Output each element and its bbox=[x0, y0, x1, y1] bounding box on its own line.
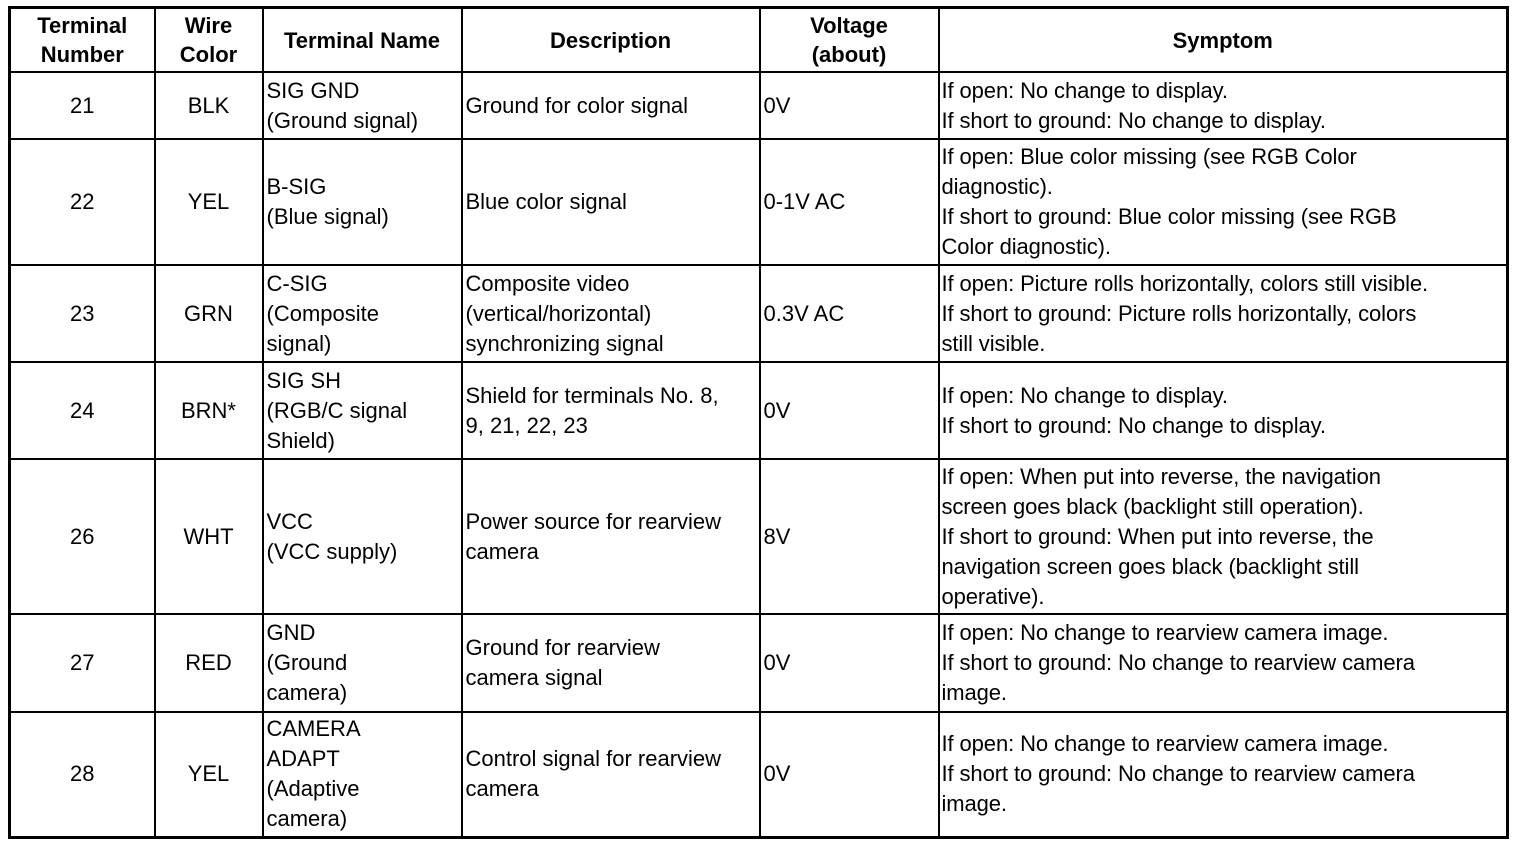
voltage-cell: 0-1V AC bbox=[760, 139, 939, 265]
header-wire-color: Wire Color bbox=[155, 8, 263, 73]
symptom-cell: If open: Picture rolls horizontally, colors still visible. If short to ground: Picture rolls horizontally, colors still visible. bbox=[939, 265, 1508, 362]
terminal-name-cell: CAMERA ADAPT (Adaptive camera) bbox=[263, 712, 462, 837]
table-row bbox=[10, 265, 1508, 362]
terminal-name-cell: SIG GND (Ground signal) bbox=[263, 72, 462, 139]
table-row bbox=[10, 712, 1508, 837]
terminal-name-cell: GND (Ground camera) bbox=[263, 614, 462, 712]
terminal-number-cell: 23 bbox=[10, 265, 155, 362]
symptom-cell: If open: No change to display. If short to ground: No change to display. bbox=[939, 72, 1508, 139]
header-row bbox=[10, 8, 1508, 73]
wire-color-cell: BLK bbox=[155, 72, 263, 139]
voltage-cell: 0V bbox=[760, 712, 939, 837]
symptom-cell: If open: No change to rearview camera image. If short to ground: No change to rearview camera image. bbox=[939, 712, 1508, 837]
table-row bbox=[10, 139, 1508, 265]
wire-color-cell: WHT bbox=[155, 459, 263, 614]
description-cell: Ground for color signal bbox=[462, 72, 760, 139]
wire-color-cell: GRN bbox=[155, 265, 263, 362]
description-cell: Ground for rearview camera signal bbox=[462, 614, 760, 712]
header-terminal-name: Terminal Name bbox=[263, 8, 462, 73]
description-cell: Power source for rearview camera bbox=[462, 459, 760, 614]
wire-color-cell: YEL bbox=[155, 712, 263, 837]
terminal-name-cell: VCC (VCC supply) bbox=[263, 459, 462, 614]
terminal-table bbox=[8, 6, 1509, 839]
symptom-cell: If open: When put into reverse, the navigation screen goes black (backlight still operation). If short to ground: When put into reverse, the navigation screen goes black (backlight still operative). bbox=[939, 459, 1508, 614]
terminal-number-cell: 28 bbox=[10, 712, 155, 837]
header-terminal-number: Terminal Number bbox=[10, 8, 155, 73]
wire-color-cell: RED bbox=[155, 614, 263, 712]
symptom-cell: If open: No change to rearview camera image. If short to ground: No change to rearview camera image. bbox=[939, 614, 1508, 712]
description-cell: Blue color signal bbox=[462, 139, 760, 265]
terminal-name-cell: SIG SH (RGB/C signal Shield) bbox=[263, 362, 462, 459]
voltage-cell: 0V bbox=[760, 614, 939, 712]
terminal-number-cell: 22 bbox=[10, 139, 155, 265]
header-description: Description bbox=[462, 8, 760, 73]
terminal-number-cell: 27 bbox=[10, 614, 155, 712]
wire-color-cell: YEL bbox=[155, 139, 263, 265]
description-cell: Control signal for rearview camera bbox=[462, 712, 760, 837]
terminal-number-cell: 21 bbox=[10, 72, 155, 139]
symptom-cell: If open: No change to display. If short to ground: No change to display. bbox=[939, 362, 1508, 459]
wire-color-cell: BRN* bbox=[155, 362, 263, 459]
voltage-cell: 0V bbox=[760, 362, 939, 459]
header-voltage: Voltage (about) bbox=[760, 8, 939, 73]
table-row bbox=[10, 614, 1508, 712]
description-cell: Shield for terminals No. 8, 9, 21, 22, 23 bbox=[462, 362, 760, 459]
table-row bbox=[10, 459, 1508, 614]
voltage-cell: 8V bbox=[760, 459, 939, 614]
terminal-number-cell: 24 bbox=[10, 362, 155, 459]
description-cell: Composite video (vertical/horizontal) synchronizing signal bbox=[462, 265, 760, 362]
header-symptom: Symptom bbox=[939, 8, 1508, 73]
terminal-name-cell: C-SIG (Composite signal) bbox=[263, 265, 462, 362]
table-row bbox=[10, 72, 1508, 139]
terminal-name-cell: B-SIG (Blue signal) bbox=[263, 139, 462, 265]
voltage-cell: 0V bbox=[760, 72, 939, 139]
table-row bbox=[10, 362, 1508, 459]
terminal-number-cell: 26 bbox=[10, 459, 155, 614]
voltage-cell: 0.3V AC bbox=[760, 265, 939, 362]
symptom-cell: If open: Blue color missing (see RGB Color diagnostic). If short to ground: Blue color missing (see RGB Color diagnostic). bbox=[939, 139, 1508, 265]
